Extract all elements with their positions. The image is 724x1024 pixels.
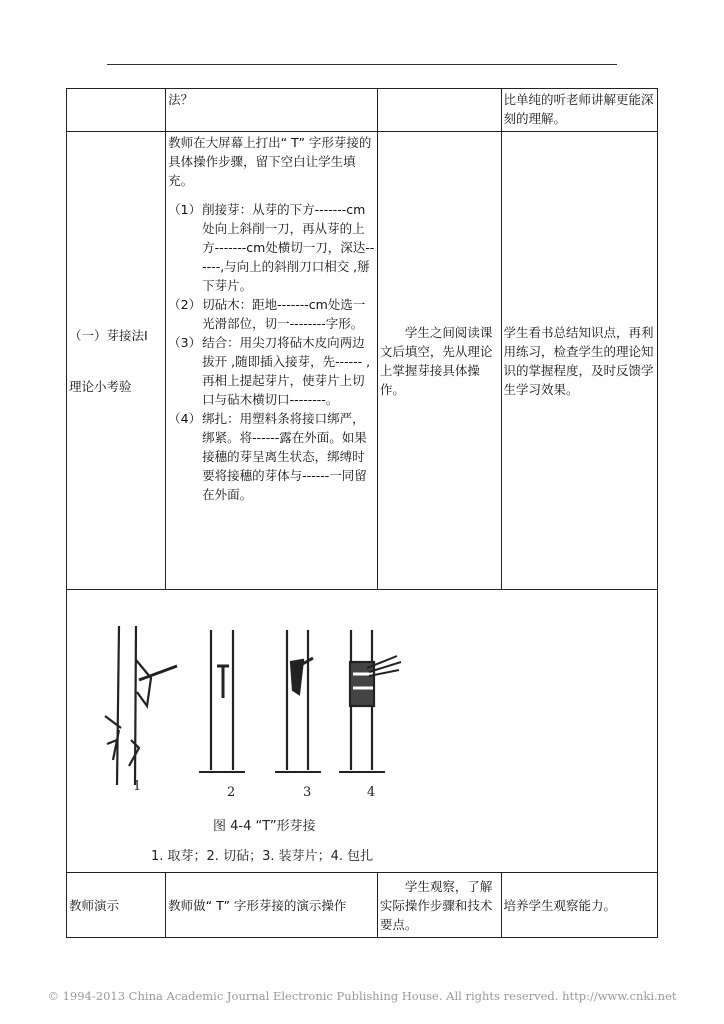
copyright-footer: © 1994-2013 China Academic Journal Electronic Publishing House. All rights reserved. http://www.cnki.net [47, 989, 677, 1003]
cell-teacher-activity [166, 132, 378, 590]
figure-number: 2 [227, 785, 236, 800]
section-subtitle: 理论小考验 [69, 378, 132, 394]
lesson-plan-table [66, 88, 658, 938]
table-row [67, 873, 658, 938]
table-row-figure [67, 590, 658, 873]
cell-student-activity: 学生观察，了解实际操作步骤和技术要点。 [377, 873, 501, 938]
cell-section-title: 教师演示 [67, 873, 166, 938]
figure-number: 4 [367, 785, 376, 800]
step-item [168, 295, 375, 333]
cell-empty [377, 89, 501, 132]
cell-teacher-activity: 教师做“ T” 字形芽接的演示操作 [166, 873, 378, 938]
cell-empty [67, 89, 166, 132]
step-number: （4） [168, 411, 202, 426]
step-item [168, 409, 375, 504]
cell-student-activity: 学生之间阅读课文后填空，先从理论上掌握芽接具体操作。 [377, 132, 501, 590]
intro-text: 教师在大屏幕上打出“ T” 字形芽接的具体操作步骤，留下空白让学生填充。 [168, 135, 372, 188]
figure-caption: 图 4-4 “T”形芽接 [213, 819, 316, 834]
figure-number: 1 [133, 779, 142, 794]
cell-design-intent: 比单纯的听老师讲解更能深刻的理解。 [501, 89, 657, 132]
table-row [67, 132, 658, 590]
illustration-wrap [339, 630, 401, 772]
t-budding-figure [67, 590, 657, 872]
step-list [168, 200, 375, 504]
step-text: 切砧木：距地-------cm处选一光滑部位，切一--------字形。 [202, 297, 366, 331]
cell-question-end: 法？ [166, 89, 378, 132]
step-item [168, 333, 375, 409]
illustration-insert-bud [275, 630, 321, 772]
section-title: （一）芽接法Ⅰ [69, 327, 148, 343]
step-number: （3） [168, 335, 202, 350]
cell-design-intent: 学生看书总结知识点，再利用练习，检查学生的理论知识的掌握程度，及时反馈学生学习效果。 [501, 132, 657, 590]
step-item [168, 200, 375, 295]
header-rule [107, 64, 617, 65]
cell-section-title [67, 132, 166, 590]
figure-cell [67, 590, 658, 873]
step-number: （1） [168, 202, 202, 217]
figure-subcaption: 1. 取芽；2. 切砧；3. 装芽片；4. 包扎 [151, 849, 374, 864]
step-text: 绑扎：用塑料条将接口绑严，绑紧。将------露在外面。如果接穗的芽呈离生状态，绑缚时要将接穗的芽体与------一同留在外面。 [202, 411, 367, 502]
step-number: （2） [168, 297, 202, 312]
illustration-cut-stock [199, 630, 245, 772]
illustration-take-bud [105, 626, 177, 785]
step-text: 削接芽：从芽的下方-------cm处向上斜削一刀，再从芽的上方-------cm处横切一刀，深达------,与向上的斜削刀口相交 ,掰下芽片。 [202, 202, 375, 293]
cell-design-intent: 培养学生观察能力。 [501, 873, 657, 938]
figure-number: 3 [303, 785, 312, 800]
table-row [67, 89, 658, 132]
step-text: 结合：用尖刀将砧木皮向两边拔开 ,随即插入接芽，先------ ,再相上提起芽片，使芽片上切口与砧木横切口--------。 [202, 335, 371, 407]
